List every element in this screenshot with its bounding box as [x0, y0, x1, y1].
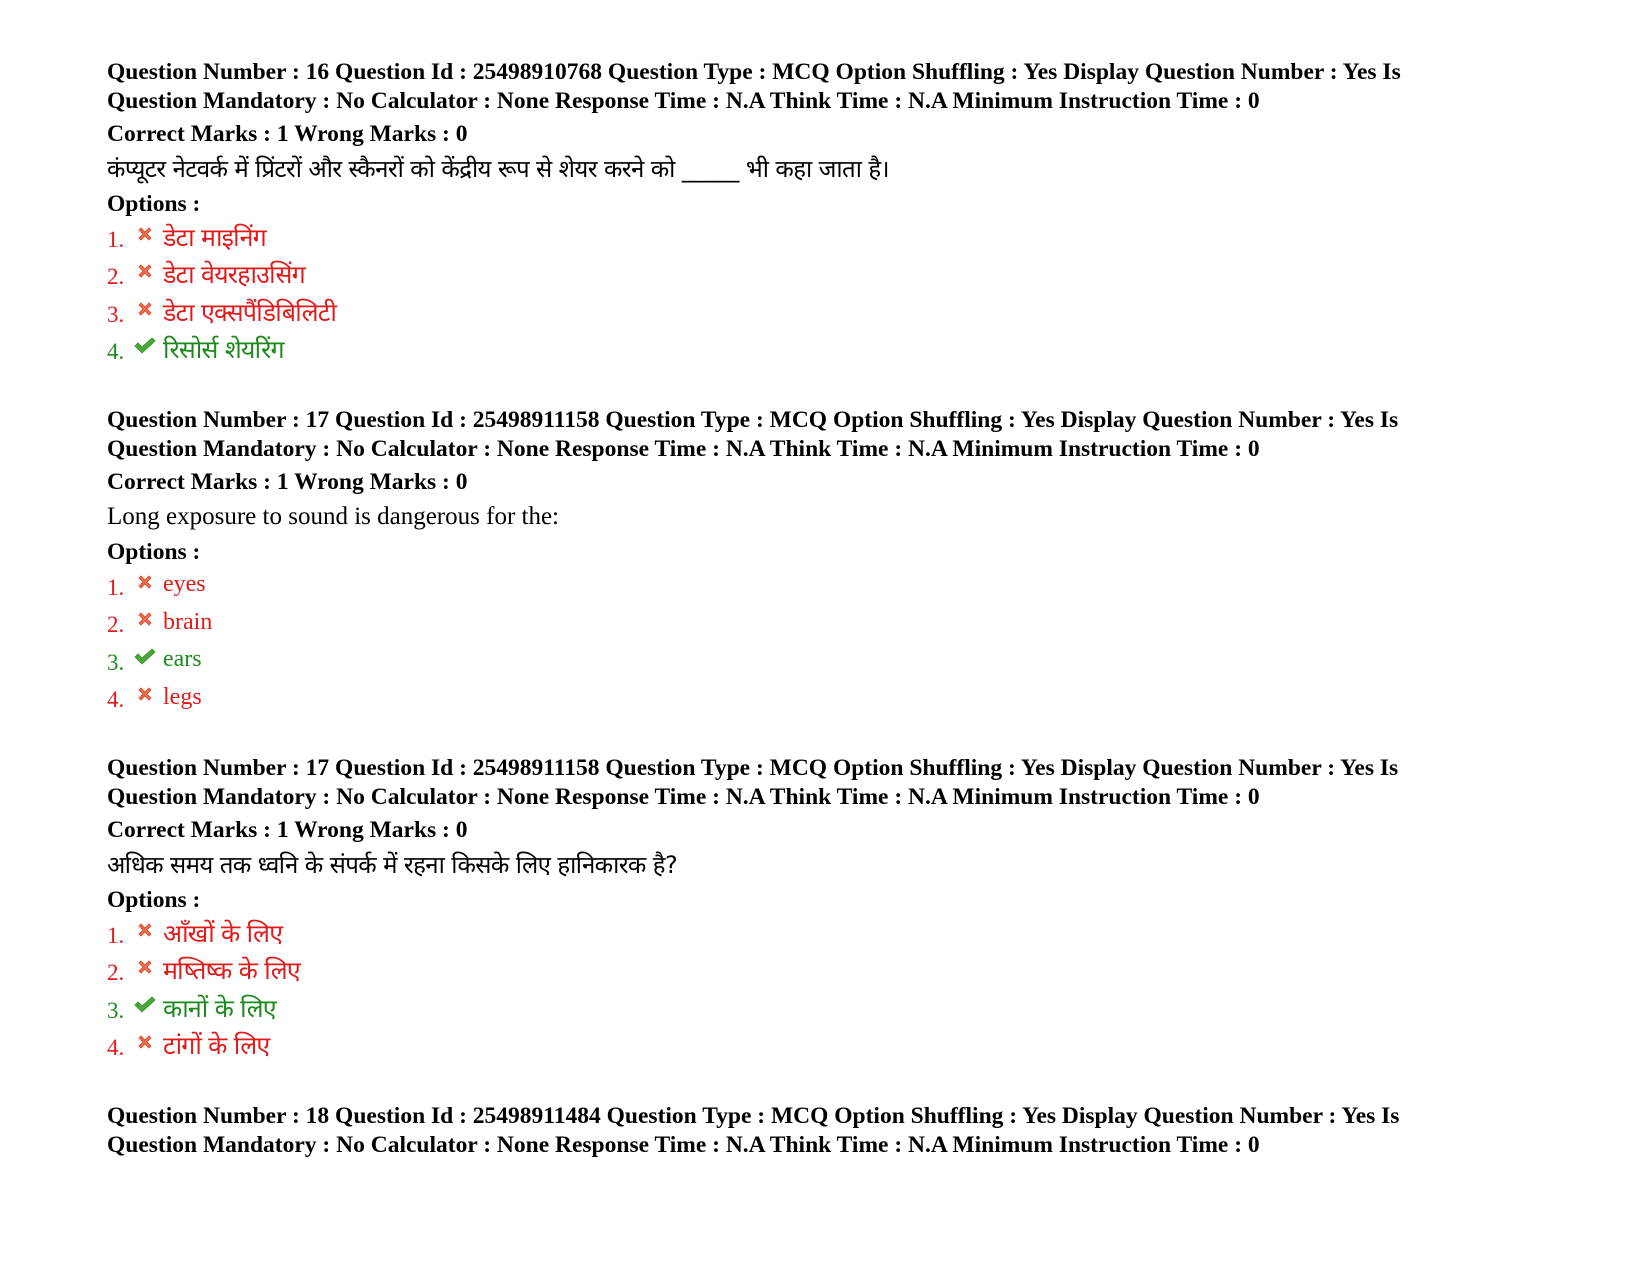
question-meta-line: Question Number : 16 Question Id : 25498910768 Question Type : MCQ Option Shuffling : Yes Display Question Number : Yes Is — [107, 59, 1401, 85]
question-17-hindi — [107, 754, 1547, 1064]
cross-icon — [133, 683, 157, 705]
option-text: रिसोर्स शेयरिंग — [163, 335, 284, 365]
check-icon — [133, 646, 157, 668]
question-marks: Correct Marks : 1 Wrong Marks : 0 — [107, 121, 468, 147]
option-item — [107, 293, 1547, 331]
options-label: Options : — [107, 887, 201, 913]
option-item — [107, 641, 1547, 679]
option-item — [107, 566, 1547, 604]
option-text: आँखों के लिए — [163, 918, 283, 948]
options-label: Options : — [107, 191, 201, 217]
cross-icon — [133, 608, 157, 630]
option-number: 2. — [107, 960, 125, 986]
question-meta-line: Question Mandatory : No Calculator : None Response Time : N.A Think Time : N.A Minimum Instruction Time : 0 — [107, 87, 1260, 114]
cross-icon — [133, 223, 157, 245]
question-16 — [107, 58, 1547, 368]
check-icon — [133, 994, 157, 1016]
option-number: 3. — [107, 301, 125, 327]
option-number: 4. — [107, 687, 125, 713]
question-meta-line: Question Number : 17 Question Id : 25498911158 Question Type : MCQ Option Shuffling : Yes Display Question Number : Yes Is — [107, 755, 1399, 781]
options-label: Options : — [107, 539, 201, 565]
question-marks: Correct Marks : 1 Wrong Marks : 0 — [107, 817, 468, 843]
option-item — [107, 604, 1547, 642]
option-text: डेटा माइनिंग — [163, 222, 266, 252]
check-icon — [133, 335, 157, 357]
option-number: 1. — [107, 922, 125, 948]
option-text: मष्तिष्क के लिए — [163, 956, 300, 986]
option-number: 1. — [107, 226, 125, 252]
cross-icon — [133, 260, 157, 282]
option-number: 1. — [107, 574, 125, 600]
option-item — [107, 1027, 1547, 1065]
question-17 — [107, 406, 1547, 716]
question-text: अधिक समय तक ध्वनि के संपर्क में रहना किसके लिए हानिकारक है? — [107, 851, 678, 879]
option-number: 4. — [107, 339, 125, 365]
option-item — [107, 952, 1547, 990]
cross-icon — [133, 1031, 157, 1053]
option-text: legs — [163, 683, 202, 710]
question-18 — [107, 1102, 1547, 1159]
cross-icon — [133, 956, 157, 978]
option-number: 3. — [107, 997, 125, 1023]
option-text: brain — [163, 608, 213, 635]
option-text: eyes — [163, 571, 206, 598]
option-number: 3. — [107, 649, 125, 675]
question-text: कंप्यूटर नेटवर्क में प्रिंटरों और स्कैनरों को केंद्रीय रूप से शेयर करने को _____ भी कहा जाता है। — [107, 155, 889, 183]
option-number: 2. — [107, 264, 125, 290]
option-number: 4. — [107, 1035, 125, 1061]
option-item — [107, 914, 1547, 952]
question-meta-line: Question Mandatory : No Calculator : None Response Time : N.A Think Time : N.A Minimum Instruction Time : 0 — [107, 783, 1260, 810]
option-text: डेटा वेयरहाउसिंग — [163, 260, 305, 290]
option-item — [107, 989, 1547, 1027]
cross-icon — [133, 571, 157, 593]
option-text: कानों के लिए — [163, 993, 276, 1023]
question-paper — [107, 58, 1547, 1185]
question-text: Long exposure to sound is dangerous for the: — [107, 503, 560, 530]
question-meta-line: Question Mandatory : No Calculator : None Response Time : N.A Think Time : N.A Minimum Instruction Time : 0 — [107, 435, 1260, 462]
question-meta-line: Question Number : 18 Question Id : 25498911484 Question Type : MCQ Option Shuffling : Yes Display Question Number : Yes Is — [107, 1103, 1400, 1129]
question-marks: Correct Marks : 1 Wrong Marks : 0 — [107, 469, 468, 495]
option-item — [107, 331, 1547, 369]
question-meta-line: Question Mandatory : No Calculator : None Response Time : N.A Think Time : N.A Minimum Instruction Time : 0 — [107, 1131, 1260, 1158]
question-meta-line: Question Number : 17 Question Id : 25498911158 Question Type : MCQ Option Shuffling : Yes Display Question Number : Yes Is — [107, 407, 1399, 433]
option-item — [107, 256, 1547, 294]
option-number: 2. — [107, 612, 125, 638]
option-item — [107, 218, 1547, 256]
option-text: डेटा एक्सपैंडिबिलिटी — [163, 297, 337, 327]
option-item — [107, 679, 1547, 717]
cross-icon — [133, 298, 157, 320]
option-text: ears — [163, 646, 202, 673]
cross-icon — [133, 919, 157, 941]
option-text: टांगों के लिए — [163, 1031, 270, 1061]
